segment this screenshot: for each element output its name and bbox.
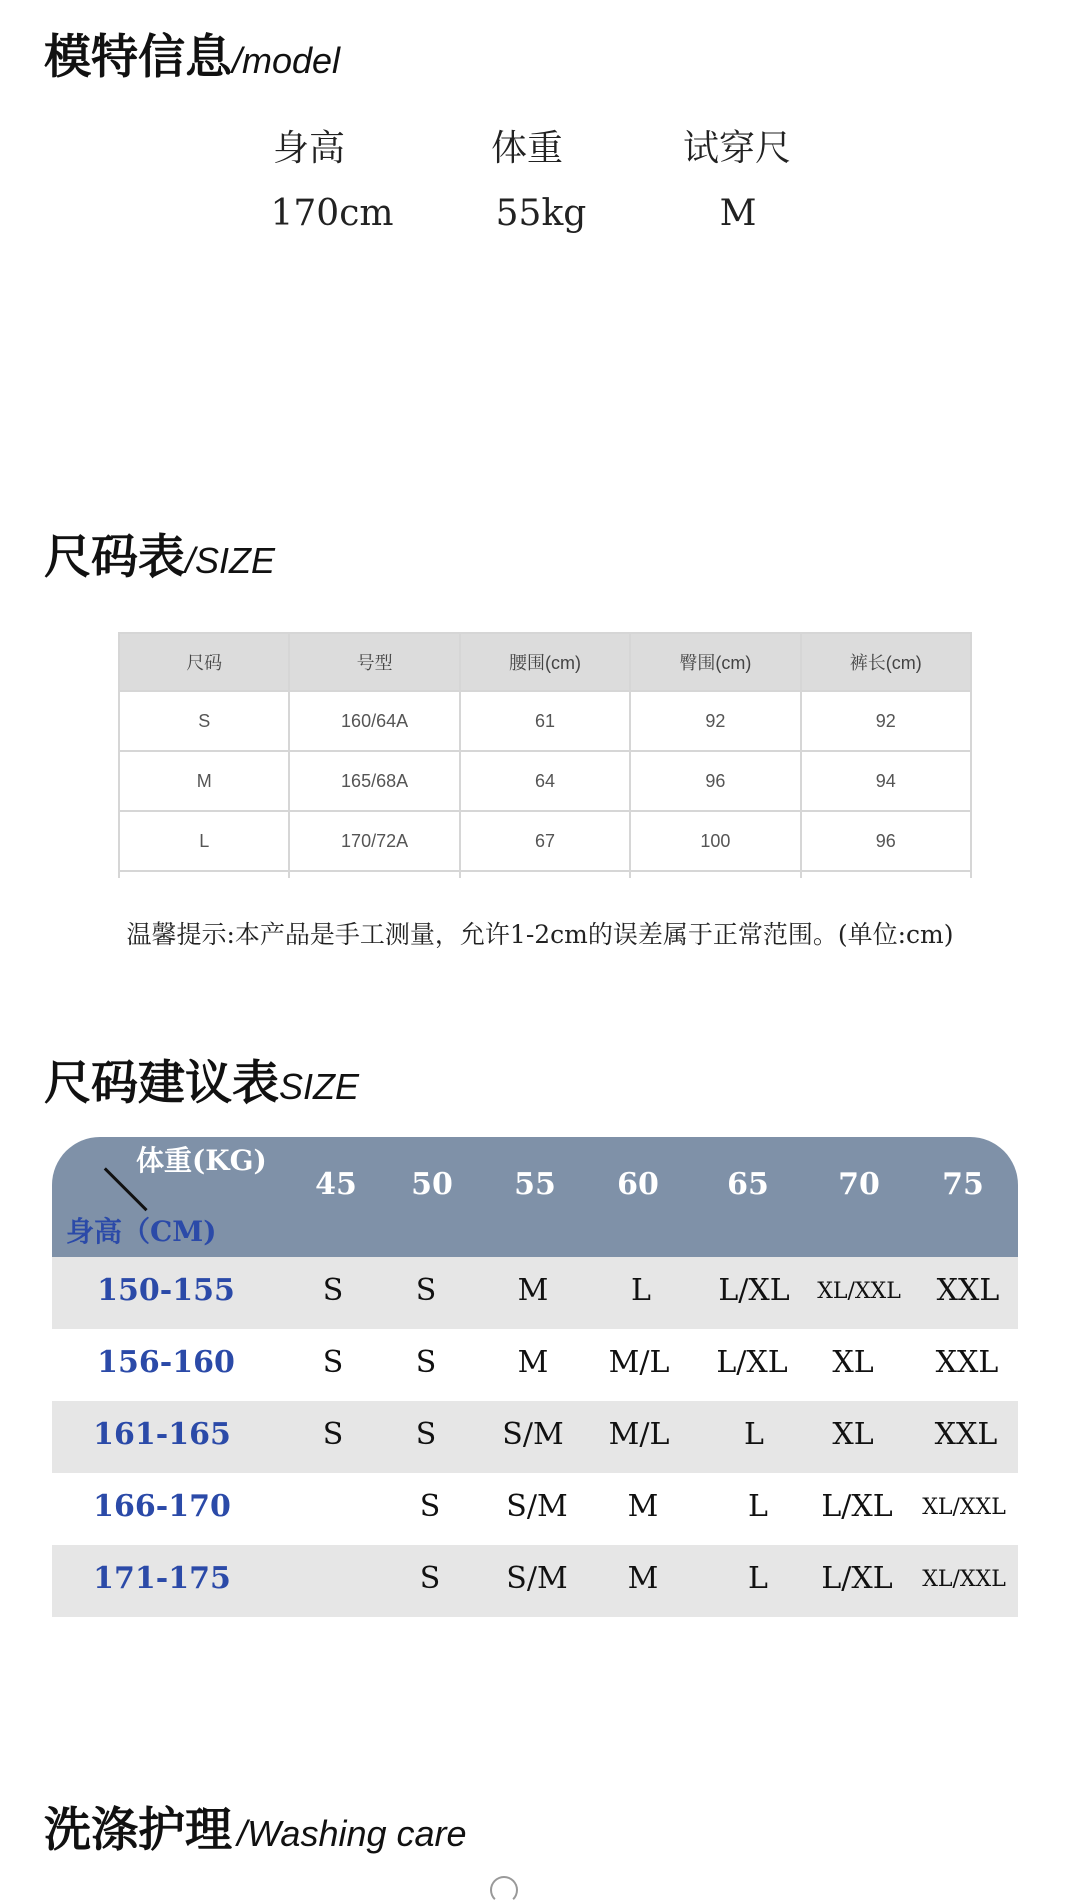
size-cell: XXL xyxy=(934,1417,998,1452)
table-cell: 96 xyxy=(630,751,800,811)
table-row xyxy=(52,1257,1018,1329)
table-cell: L xyxy=(119,811,289,871)
size-cell: XL/XXL xyxy=(922,1495,1006,1520)
size-cell: XXL xyxy=(936,1273,1000,1308)
table-cell: S xyxy=(119,691,289,751)
size-recommendation-table xyxy=(52,1137,1018,1617)
size-cell: M/L xyxy=(608,1417,670,1452)
weight-column-header: 50 xyxy=(411,1167,453,1202)
table-cell-stub xyxy=(460,871,630,878)
size-table-header: 尺码 xyxy=(119,633,289,691)
table-cell: 96 xyxy=(801,811,971,871)
size-cell: S xyxy=(415,1273,437,1308)
recommend-title-zh: 尺码建议表 xyxy=(44,1056,279,1111)
table-cell-stub xyxy=(801,871,971,878)
model-title-en: /model xyxy=(232,40,341,81)
model-value-trial-size: M xyxy=(719,193,757,234)
table-cell: 100 xyxy=(630,811,800,871)
size-cell: S xyxy=(322,1417,344,1452)
weight-axis-label: 体重(KG) xyxy=(136,1144,267,1177)
size-cell: S xyxy=(419,1489,441,1524)
weight-column-header: 55 xyxy=(514,1167,556,1202)
size-cell: L/XL xyxy=(821,1561,893,1596)
size-cell: S/M xyxy=(506,1489,568,1524)
recommendation-header-row xyxy=(52,1137,1018,1257)
size-cell: S xyxy=(415,1345,437,1380)
size-table xyxy=(118,632,972,878)
care-section-title xyxy=(44,1793,467,1860)
size-title-en: /SIZE xyxy=(185,540,276,581)
model-value-height: 170cm xyxy=(270,193,394,234)
height-range-label: 171-175 xyxy=(93,1561,231,1596)
height-range-label: 156-160 xyxy=(97,1345,235,1380)
weight-column-header: 65 xyxy=(727,1167,769,1202)
size-cell: L xyxy=(748,1561,768,1596)
measurement-note: 温馨提示:本产品是手工测量，允许1-2cm的误差属于正常范围。(单位:cm) xyxy=(126,920,954,949)
size-cell: XL xyxy=(832,1417,874,1452)
table-row xyxy=(52,1401,1018,1473)
size-cell: L/XL xyxy=(821,1489,893,1524)
size-cell: L/XL xyxy=(716,1345,788,1380)
model-header-weight: 体重 xyxy=(490,128,563,169)
weight-column-header: 60 xyxy=(617,1167,659,1202)
model-title-zh: 模特信息 xyxy=(44,30,232,85)
size-table-header: 裤长(cm) xyxy=(801,633,971,691)
height-axis-label: 身高（CM) xyxy=(66,1215,217,1248)
size-cell: L xyxy=(744,1417,764,1452)
size-cell: M xyxy=(517,1273,549,1308)
size-section-title xyxy=(44,520,275,587)
care-title-zh: 洗涤护理 xyxy=(44,1803,232,1858)
size-cell: M/L xyxy=(608,1345,670,1380)
size-cell: S xyxy=(322,1273,344,1308)
table-cell: 92 xyxy=(801,691,971,751)
size-cell: S/M xyxy=(506,1561,568,1596)
size-cell: XL xyxy=(832,1345,874,1380)
table-row xyxy=(119,811,971,871)
height-range-label: 166-170 xyxy=(93,1489,231,1524)
size-cell: L/XL xyxy=(718,1273,790,1308)
table-cell: 92 xyxy=(630,691,800,751)
model-header-trial-size: 试穿尺 xyxy=(682,128,791,169)
table-cell-stub xyxy=(630,871,800,878)
model-value-weight: 55kg xyxy=(495,193,587,234)
size-cell: S xyxy=(322,1345,344,1380)
care-icon-partial xyxy=(490,1876,518,1904)
size-title-zh: 尺码表 xyxy=(44,530,185,585)
care-title-en: /Washing care xyxy=(237,1813,467,1854)
weight-column-header: 75 xyxy=(942,1167,984,1202)
size-table-header: 腰围(cm) xyxy=(460,633,630,691)
height-range-label: 161-165 xyxy=(93,1417,231,1452)
size-cell: M xyxy=(627,1561,659,1596)
weight-column-header: 70 xyxy=(838,1167,880,1202)
recommend-title-en: SIZE xyxy=(279,1066,360,1107)
table-cell: 160/64A xyxy=(289,691,459,751)
table-row xyxy=(119,751,971,811)
size-table-header: 臀围(cm) xyxy=(630,633,800,691)
size-cell: L xyxy=(748,1489,768,1524)
size-cell: XXL xyxy=(935,1345,999,1380)
table-cell: 170/72A xyxy=(289,811,459,871)
table-row xyxy=(52,1329,1018,1401)
size-cell: XL/XXL xyxy=(922,1567,1006,1592)
table-row xyxy=(52,1545,1018,1617)
table-row xyxy=(52,1473,1018,1545)
model-header-height: 身高 xyxy=(272,128,345,169)
size-cell: M xyxy=(627,1489,659,1524)
table-cell: M xyxy=(119,751,289,811)
size-cell: L xyxy=(631,1273,651,1308)
size-cell: XL/XXL xyxy=(817,1279,901,1304)
weight-column-header: 45 xyxy=(315,1167,357,1202)
size-cell: S/M xyxy=(502,1417,564,1452)
table-cell: 67 xyxy=(460,811,630,871)
table-cell: 64 xyxy=(460,751,630,811)
height-range-label: 150-155 xyxy=(97,1273,235,1308)
table-cell-stub xyxy=(119,871,289,878)
table-row-stub xyxy=(119,871,971,878)
model-section-title xyxy=(44,20,340,87)
size-cell: M xyxy=(517,1345,549,1380)
table-cell: 94 xyxy=(801,751,971,811)
table-row xyxy=(119,691,971,751)
size-table-header-row xyxy=(119,633,971,691)
table-cell-stub xyxy=(289,871,459,878)
recommend-section-title xyxy=(44,1046,359,1113)
table-cell: 61 xyxy=(460,691,630,751)
size-table-header: 号型 xyxy=(289,633,459,691)
size-cell: S xyxy=(419,1561,441,1596)
size-cell: S xyxy=(415,1417,437,1452)
table-cell: 165/68A xyxy=(289,751,459,811)
